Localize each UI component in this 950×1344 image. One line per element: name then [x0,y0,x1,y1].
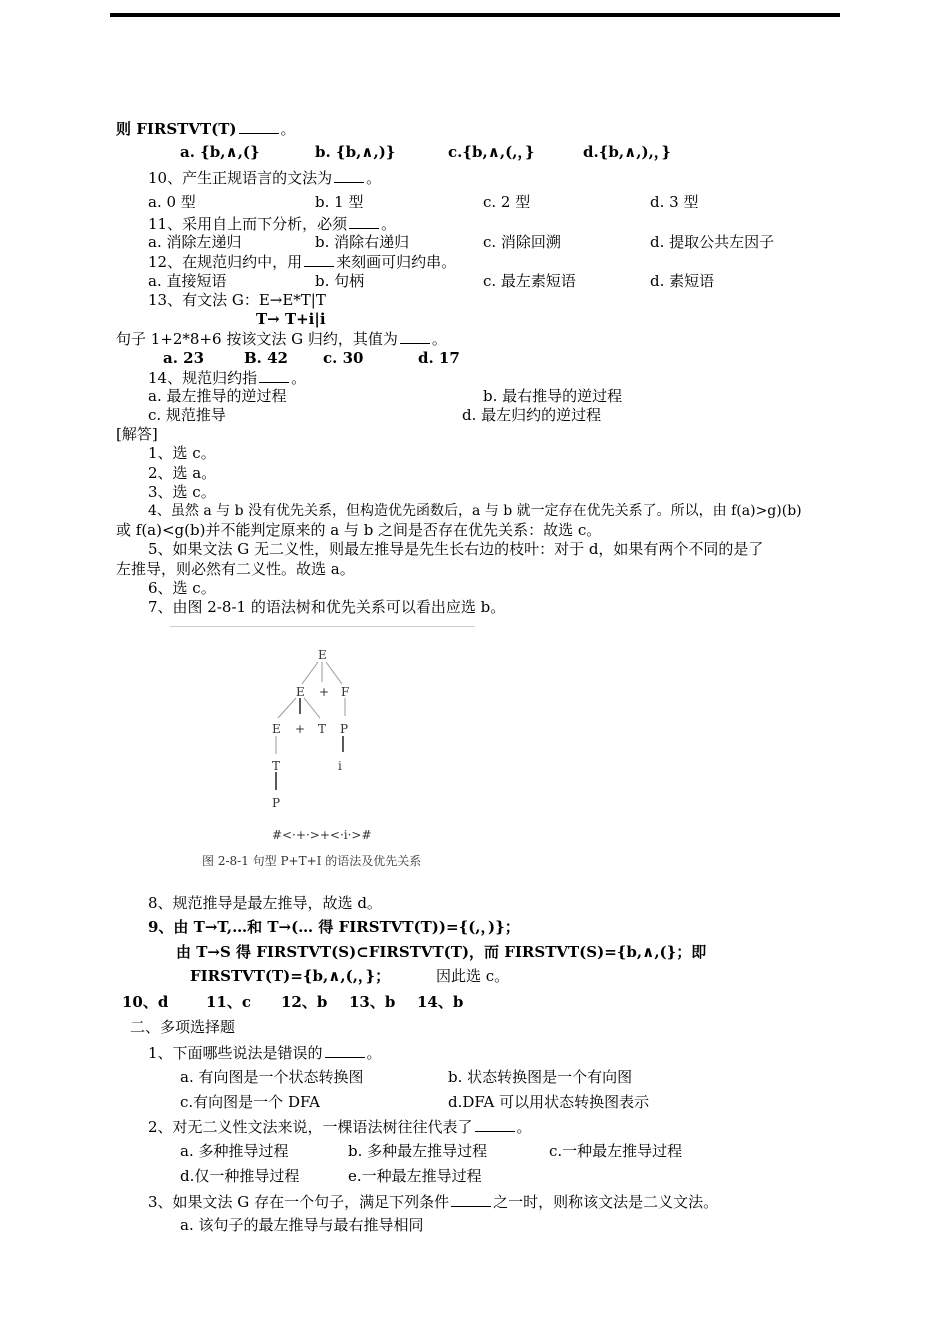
node-e-mid: E [296,685,305,699]
answer-1: 1、选 c。 [148,444,216,462]
m1-option-c: c.有向图是一个 DFA [180,1093,320,1111]
m3-option-a: a. 该句子的最左推导与最右推导相同 [180,1216,424,1234]
precedence-relation: #<·+·>+<·i·># [272,828,372,842]
q10-option-d: d. 3 型 [650,193,699,211]
m2-option-c: c.一种最左推导过程 [549,1142,683,1160]
q10-stem: 10、产生正规语言的文法为 。 [148,169,382,187]
answer-6: 6、选 c。 [148,579,216,597]
q10-option-c: c. 2 型 [483,193,531,211]
answer-8: 8、规范推导是最左推导，故选 d。 [148,894,382,912]
node-e-root: E [318,648,327,662]
m2-stem: 2、对无二义性文法来说，一棵语法树往往代表了 。 [148,1118,532,1136]
answer-4-line2: 或 f(a)<g(b)并不能判定原来的 a 与 b 之间是否存在优先关系：故选 c。 [116,521,602,539]
top-rule [110,13,840,17]
syntax-tree-figure [170,626,480,856]
q13-option-a: a. 23 [163,349,205,367]
node-i: i [338,759,342,773]
figure-caption: 图 2-8-1 句型 P+T+I 的语法及优先关系 [202,854,422,868]
q12-option-c: c. 最左素短语 [483,272,576,290]
m2-option-a: a. 多种推导过程 [180,1142,289,1160]
q9-stem: 则 FIRSTVT(T) 。 [116,120,296,138]
answer-3: 3、选 c。 [148,483,216,501]
answer-9-line2: 由 T→S 得 FIRSTVT(S)⊂FIRSTVT(T)，而 FIRSTVT(S)={b,∧,(}；即 [176,943,707,961]
m2-option-e: e.一种最左推导过程 [348,1167,482,1185]
answer-5-line1: 5、如果文法 G 无二义性，则最左推导是先生长右边的枝叶：对于 d，如果有两个不同的是了 [148,540,764,558]
answer-9-line3-set: FIRSTVT(T)={b,∧,(,，}； [190,967,391,985]
node-t-mid: T [318,722,327,736]
q11-option-a: a. 消除左递归 [148,233,242,251]
q14-option-a: a. 最左推导的逆过程 [148,387,287,405]
tree-bold-edges [276,698,343,790]
q14-option-c: c. 规范推导 [148,406,226,424]
q11-option-b: b. 消除右递归 [315,233,410,251]
q10-option-b: b. 1 型 [315,193,364,211]
syntax-tree-diagram [170,626,480,852]
answer-12: 12、b [281,993,328,1011]
q14-option-b: b. 最右推导的逆过程 [483,387,623,405]
answer-11: 11、c [206,993,252,1011]
q12-option-b: b. 句柄 [315,272,365,290]
q9-option-b: b. {b,∧,)} [315,143,396,161]
node-t-low: T [272,759,281,773]
answer-2: 2、选 a。 [148,464,217,482]
section-title: 二、多项选择题 [130,1018,236,1036]
q12-option-a: a. 直接短语 [148,272,227,290]
answer-7: 7、由图 2-8-1 的语法树和优先关系可以看出应选 b。 [148,598,506,616]
m2-option-b: b. 多种最左推导过程 [348,1142,488,1160]
answer-14: 14、b [417,993,464,1011]
q11-option-d: d. 提取公共左因子 [650,233,775,251]
q13-sentence: 句子 1+2*8+6 按该文法 G 归约，其值为 。 [116,330,447,348]
q11-option-c: c. 消除回溯 [483,233,561,251]
q14-option-d: d. 最左归约的逆过程 [462,406,602,424]
node-p-low: P [272,796,281,810]
node-plus-lower: + [295,722,306,736]
q13-option-d: d. 17 [418,349,460,367]
q13-stem: 13、有文法 G：E→E*T|T [148,291,326,309]
q10-option-a: a. 0 型 [148,193,196,211]
q12-option-d: d. 素短语 [650,272,715,290]
q13-grammar-line2: T→ T+i|i [256,310,326,328]
answer-4-line1: 4、虽然 a 与 b 没有优先关系，但构造优先函数后，a 与 b 就一定存在优先关系了。所以，由 f(a)>g)(b) [148,503,802,519]
node-f: F [341,685,350,699]
answer-9-line1: 9、由 T→T,…和 T→(… 得 FIRSTVT(T))={(,，)}； [148,918,520,936]
q9-option-c: c.{b,∧,(,，} [448,143,535,161]
node-e-low: E [272,722,281,736]
q9-option-a: a. {b,∧,(} [180,143,260,161]
q14-stem: 14、规范归约指 。 [148,369,307,387]
q13-option-b: B. 42 [244,349,288,367]
m1-option-a: a. 有向图是一个状态转换图 [180,1068,364,1086]
tree-edges [276,662,345,790]
node-p-right: P [340,722,349,736]
q12-stem: 12、在规范归约中，用 来刻画可归约串。 [148,253,457,271]
answer-9-line3-choice: 因此选 c。 [436,967,510,985]
q13-option-c: c. 30 [323,349,364,367]
answer-13: 13、b [349,993,396,1011]
m3-stem: 3、如果文法 G 存在一个句子，满足下列条件 之一时，则称该文法是二义文法。 [148,1193,719,1211]
m1-option-d: d.DFA 可以用状态转换图表示 [448,1093,650,1111]
m1-stem: 1、下面哪些说法是错误的 。 [148,1044,382,1062]
answer-header: [解答] [116,425,158,443]
m1-option-b: b. 状态转换图是一个有向图 [448,1068,633,1086]
answer-5-line2: 左推导，则必然有二义性。故选 a。 [116,560,355,578]
q11-stem: 11、采用自上而下分析，必须 。 [148,215,397,233]
answer-10: 10、d [122,993,169,1011]
node-plus-upper: + [319,685,330,699]
m2-option-d: d.仅一种推导过程 [180,1167,300,1185]
q9-option-d: d.{b,∧,),，} [583,143,671,161]
